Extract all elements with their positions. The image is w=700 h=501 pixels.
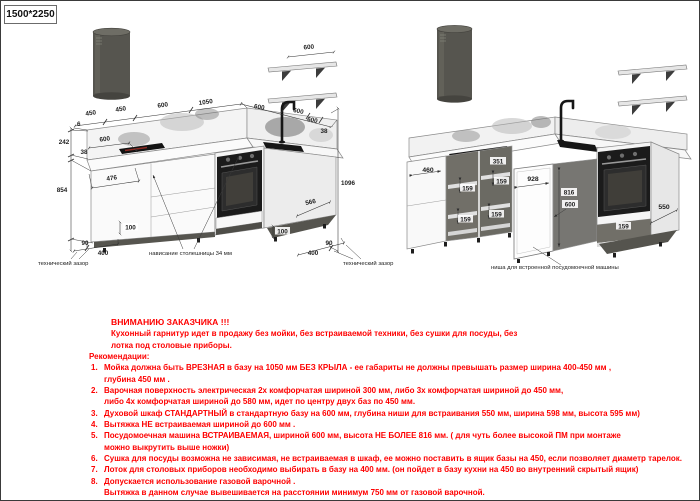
note-num (91, 374, 104, 385)
customer-notes-block (36, 317, 698, 499)
dim-242: 242 (58, 139, 70, 146)
dim-top-1050: 1050 (198, 98, 214, 107)
dim-550: 550 (658, 204, 670, 211)
note-text: Лоток для столовых приборов необходимо выбирать в базу на 400 мм. (он пойдет в базу кухни на 450 во внутренний скрытый ящик) (104, 465, 639, 475)
note-overhang: нависание столешницы 34 мм (149, 251, 232, 257)
note-line (36, 487, 698, 498)
note-tech-gap-right: технический зазор (343, 261, 394, 267)
note-line (36, 385, 698, 396)
note-text: глубина 450 мм . (104, 374, 170, 384)
cooker-hood-cylinder-right (437, 25, 472, 102)
right-kitchen-drawing (407, 25, 691, 271)
note-line (36, 464, 698, 475)
note-line (36, 419, 698, 430)
dim-566: 566 (304, 197, 317, 208)
note-num: 6. (91, 454, 98, 464)
note-line (36, 476, 698, 487)
notes-title: ВНИМАНИЮ ЗАКАЗЧИКА !!! (111, 317, 230, 327)
kitchen-drawings (1, 1, 700, 311)
cooker-hood-cylinder-left (93, 28, 130, 100)
note-num (91, 487, 104, 498)
note-text: Посудомоечная машина ВСТРАИВАЕМАЯ, шириной 600 мм, высота НЕ БОЛЕЕ 816 мм. ( для чуть более высокой ПМ при монтаже (104, 431, 621, 441)
wall-shelves-right (618, 65, 687, 115)
note-text: Вытяжка в данном случае вывешивается на расстоянии минимум 750 мм от газовой варочной. (104, 488, 485, 498)
note-text: Духовой шкаф СТАНДАРТНЫЙ в стандартную базу на 600 мм, глубина ниши для встраивания 550 мм, ширина 598 мм, высота 595 мм) (104, 408, 640, 418)
dim-90-left: 90 (81, 240, 89, 247)
note-line (36, 408, 698, 419)
note-num: 5. (91, 431, 98, 441)
note-num: 4. (91, 420, 98, 430)
dim-159-5: 159 (618, 223, 629, 231)
note-line (36, 396, 698, 407)
dim-counter-38: 38 (320, 128, 328, 135)
dim-38-left: 38 (80, 149, 88, 156)
dim-351: 351 (492, 158, 504, 166)
dim-928: 928 (527, 176, 539, 183)
dim-476: 476 (106, 174, 118, 183)
note-text: либо 4х комфорчатая шириной до 580 мм, идет по центру двух баз по 450 мм. (104, 397, 416, 407)
note-dishwasher-niche: ниша для встроенной посудомоечной машины (491, 265, 619, 271)
dim-159-2: 159 (496, 178, 507, 186)
dim-rtop-600c: 600 (306, 116, 319, 125)
dim-854: 854 (56, 187, 68, 194)
left-kitchen-drawing (38, 28, 394, 267)
dim-90-right: 90 (325, 240, 333, 247)
dim-400-left: 400 (97, 250, 109, 257)
dim-600-niche: 600 (564, 201, 576, 209)
kitchen-body-right (407, 101, 691, 263)
notes-intro-line1: Кухонный гарнитур идет в продажу без мойки, без встраиваемой техники, без сушки для посуды, без (111, 329, 518, 339)
note-num (91, 442, 104, 453)
note-num: 8. (91, 476, 98, 486)
notes-recommendations-title: Рекомендации: (89, 352, 150, 362)
note-num: 3. (91, 408, 98, 418)
dim-top-600: 600 (157, 101, 169, 110)
note-text: Варочная поверхность электрическая 2х комфорчатая шириной 300 мм, либо 3х комфорчатая шириной до 450 мм, (104, 386, 564, 396)
sheet-size-label: 1500*2250 (4, 5, 57, 24)
dim-top-450b: 450 (115, 105, 127, 114)
dim-rtop-600b: 600 (292, 107, 305, 116)
wall-shelves-left (268, 62, 337, 112)
note-text: можно выкрутить выше ножки) (104, 442, 230, 452)
dim-400-right: 400 (307, 250, 319, 257)
dim-159-4: 159 (491, 211, 502, 219)
note-line (36, 374, 698, 385)
dim-100-right: 100 (277, 228, 288, 236)
dim-1096: 1096 (341, 180, 356, 187)
note-line (36, 453, 698, 464)
note-tech-gap-left: технический зазор (38, 261, 89, 267)
dim-gap-6: 6 (77, 121, 81, 128)
notes-intro-line2: лотка под столовые приборы. (111, 340, 232, 350)
dim-159-3: 159 (460, 216, 471, 224)
dim-460: 460 (422, 167, 434, 174)
note-num: 2. (91, 386, 98, 396)
note-line (36, 430, 698, 441)
note-num: 7. (91, 465, 98, 475)
note-text: Мойка должна быть ВРЕЗНАЯ в базу на 1050 мм БЕЗ КРЫЛА - ее габариты не должны превышать размер ширина 400-450 мм , (104, 363, 612, 373)
note-num: 1. (91, 363, 98, 373)
dim-600-backsplash: 600 (99, 135, 111, 144)
dim-816: 816 (563, 189, 575, 197)
note-text: Вытяжка НЕ встраиваемая шириной до 600 мм . (104, 420, 296, 430)
note-text: Сушка для посуды возможна не зависимая, не встраиваемая в шкаф, ее можно поставить в ящик базы на 450, если позволяет диаметр тарелок. (104, 454, 682, 464)
dim-rtop-600a: 600 (253, 103, 265, 112)
note-line (36, 362, 698, 373)
note-line (36, 442, 698, 453)
dim-159-1: 159 (462, 185, 473, 193)
dim-top-450a: 450 (85, 109, 97, 118)
dim-shelf-600: 600 (303, 43, 315, 52)
oven-right (597, 142, 651, 247)
note-text: Допускается использование газовой варочной . (104, 476, 296, 486)
note-num (91, 396, 104, 407)
dim-100-left: 100 (125, 224, 136, 232)
